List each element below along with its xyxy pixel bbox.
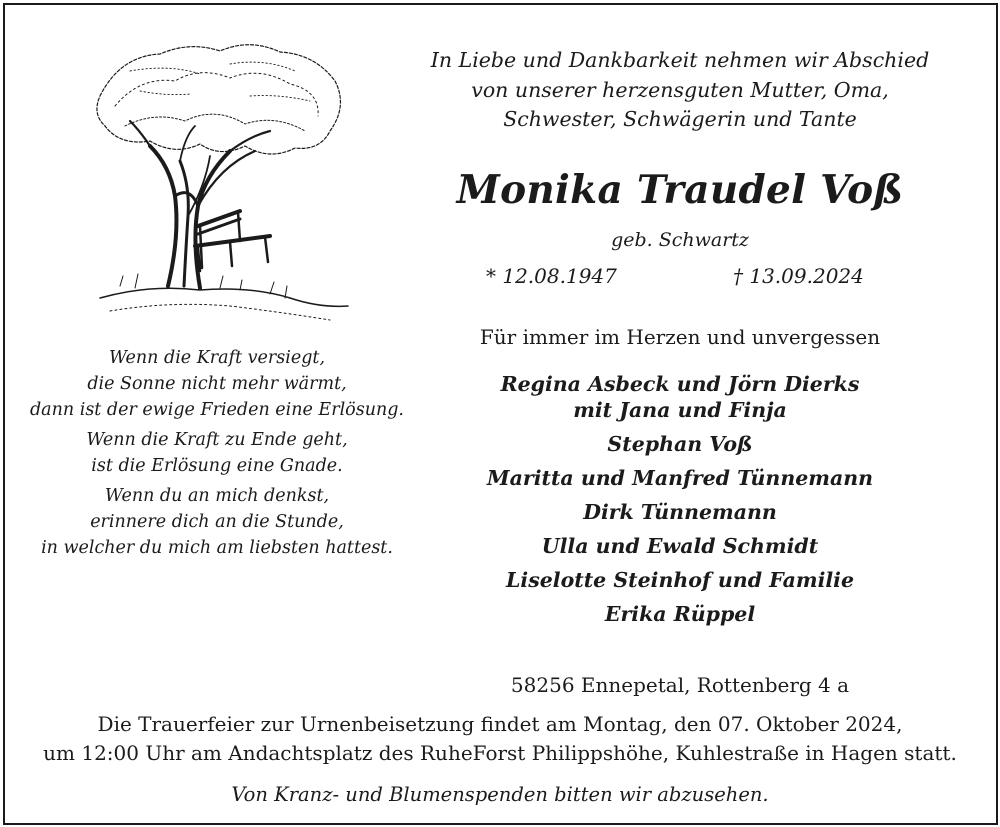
poem-line: die Sonne nicht mehr wärmt, — [87, 374, 347, 394]
poem — [12, 345, 422, 565]
mourner-name: Erika Rüppel — [604, 602, 756, 626]
ceremony-line: Die Trauerfeier zur Urnenbeisetzung findet am Montag, den 07. Oktober 2024, — [97, 712, 903, 736]
mourner-name: Dirk Tünnemann — [583, 500, 777, 524]
deceased-name: Monika Traudel Voß — [456, 167, 904, 213]
mourner-entry — [404, 601, 956, 627]
motto: Für immer im Herzen und unvergessen — [479, 325, 881, 349]
birth-date: * 12.08.1947 — [486, 264, 617, 288]
mourner-entry — [404, 431, 956, 457]
mourner-name: Stephan Voß — [607, 432, 753, 456]
intro-text — [404, 46, 956, 135]
poem-line: ist die Erlösung eine Gnade. — [91, 456, 343, 476]
ceremony-line: um 12:00 Uhr am Andachtsplatz des RuheForst Philippshöhe, Kuhlestraße in Hagen statt. — [43, 741, 957, 765]
poem-stanza — [12, 345, 422, 423]
mourner-name: mit Jana und Finja — [573, 398, 787, 422]
ceremony-info — [5, 710, 995, 768]
mourner-entry — [404, 533, 956, 559]
mourner-entry — [404, 499, 956, 525]
mourner-name: Liselotte Steinhof und Familie — [506, 568, 854, 592]
poem-line: Wenn die Kraft versiegt, — [108, 348, 326, 368]
intro-line: Schwester, Schwägerin und Tante — [503, 107, 857, 131]
poem-line: erinnere dich an die Stunde, — [90, 512, 344, 532]
maiden-name: geb. Schwartz — [611, 229, 749, 251]
address: 58256 Ennepetal, Rottenberg 4 a — [510, 673, 850, 697]
mourner-name: Regina Asbeck und Jörn Dierks — [500, 372, 860, 396]
poem-line: dann ist der ewige Frieden eine Erlösung. — [29, 400, 404, 420]
intro-line: In Liebe und Dankbarkeit nehmen wir Abschied — [430, 48, 930, 72]
mourner-entry — [404, 371, 956, 423]
mourners-list — [404, 371, 956, 635]
mourner-name: Maritta und Manfred Tünnemann — [486, 466, 874, 490]
mourner-entry — [404, 567, 956, 593]
mourner-name: Ulla und Ewald Schmidt — [541, 534, 819, 558]
intro-line: von unserer herzensguten Mutter, Oma, — [471, 77, 889, 102]
tree-and-bench-icon — [80, 36, 352, 328]
poem-line: in welcher du mich am liebsten hattest. — [41, 538, 393, 558]
poem-stanza — [12, 483, 422, 561]
death-date: † 13.09.2024 — [733, 264, 864, 288]
poem-line: Wenn du an mich denkst, — [104, 486, 330, 506]
poem-stanza — [12, 427, 422, 479]
poem-line: Wenn die Kraft zu Ende geht, — [86, 430, 348, 450]
mourner-entry — [404, 465, 956, 491]
donation-note: Von Kranz- und Blumenspenden bitten wir abzusehen. — [231, 783, 769, 806]
